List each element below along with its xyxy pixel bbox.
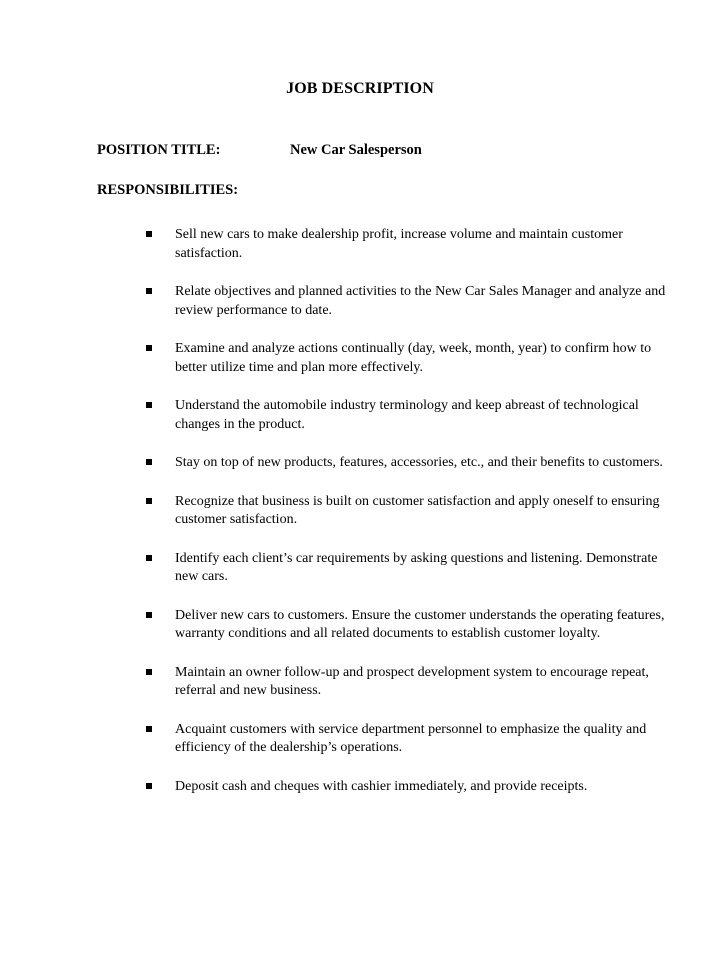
responsibility-text: Maintain an owner follow-up and prospect development system to encourage repeat, referral and new business.: [175, 664, 649, 698]
responsibility-item: [0, 454, 720, 473]
responsibility-item: [0, 226, 720, 263]
square-bullet-icon: [146, 231, 152, 237]
square-bullet-icon: [146, 612, 152, 618]
responsibility-text: Examine and analyze actions continually (day, week, month, year) to confirm how to better utilize time and plan more effectively.: [175, 341, 652, 375]
responsibility-item: [0, 607, 720, 644]
responsibilities-list: [0, 226, 720, 816]
square-bullet-icon: [146, 345, 152, 351]
responsibility-item: [0, 397, 720, 434]
responsibility-item: [0, 778, 720, 797]
responsibility-text: Stay on top of new products, features, accessories, etc., and their benefits to customers.: [175, 455, 663, 470]
responsibility-text: Deposit cash and cheques with cashier immediately, and provide receipts.: [175, 778, 588, 794]
responsibility-item: [0, 283, 720, 320]
responsibility-text: Relate objectives and planned activities to the New Car Sales Manager and analyze and review performance to date.: [175, 284, 666, 318]
responsibility-item: [0, 493, 720, 530]
responsibility-text: Identify each client’s car requirements by asking questions and listening. Demonstrate new cars.: [175, 550, 658, 584]
responsibility-item: [0, 550, 720, 587]
position-title-label: POSITION TITLE:: [97, 142, 221, 158]
responsibility-text: Understand the automobile industry terminology and keep abreast of technological changes in the product.: [175, 398, 639, 432]
square-bullet-icon: [146, 669, 152, 675]
responsibility-text: Recognize that business is built on customer satisfaction and apply oneself to ensuring customer satisfaction.: [175, 493, 660, 527]
responsibility-item: [0, 721, 720, 758]
responsibility-item: [0, 340, 720, 377]
responsibility-text: Deliver new cars to customers. Ensure the customer understands the operating features, warranty conditions and all related documents to establish customer loyalty.: [175, 607, 665, 641]
square-bullet-icon: [146, 783, 152, 789]
responsibilities-heading: RESPONSIBILITIES:: [97, 182, 239, 198]
square-bullet-icon: [146, 459, 152, 465]
square-bullet-icon: [146, 555, 152, 561]
square-bullet-icon: [146, 498, 152, 504]
responsibility-text: Sell new cars to make dealership profit, increase volume and maintain customer satisfaction.: [175, 227, 623, 261]
square-bullet-icon: [146, 726, 152, 732]
square-bullet-icon: [146, 288, 152, 294]
square-bullet-icon: [146, 402, 152, 408]
responsibility-item: [0, 664, 720, 701]
position-title-row: [97, 142, 422, 159]
position-title-value: New Car Salesperson: [290, 142, 422, 158]
document-title: JOB DESCRIPTION: [286, 80, 434, 97]
responsibility-text: Acquaint customers with service department personnel to emphasize the quality and efficiency of the dealership’s operations.: [175, 721, 647, 755]
